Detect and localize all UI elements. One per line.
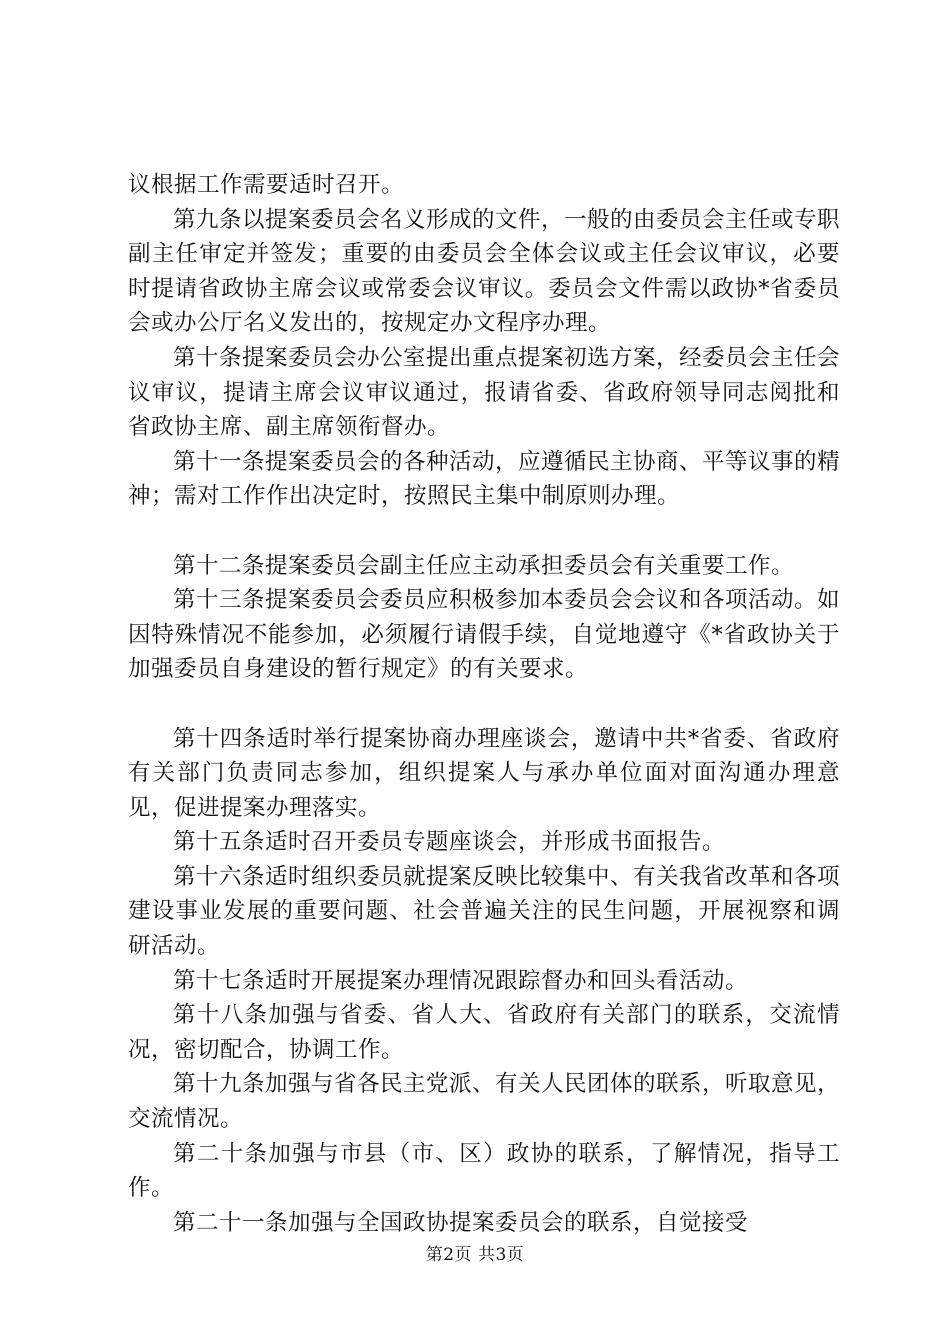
- page-footer: [0, 1240, 950, 1265]
- paragraph-article-19: 第十九条加强与省各民主党派、有关人民团体的联系，听取意见，交流情况。: [128, 1071, 841, 1133]
- page-number-label: 第2页 共3页: [425, 1245, 525, 1265]
- paragraph-article-14: 第十四条适时举行提案协商办理座谈会，邀请中共*省委、省政府有关部门负责同志参加，组织提案人与承办单位面对面沟通办理意见，促进提案办理落实。: [128, 725, 840, 821]
- paragraph-article-10: 第十条提案委员会办公室提出重点提案初选方案，经委员会主任会议审议，提请主席会议审议通过，报请省委、省政府领导同志阅批和省政协主席、副主席领衔督办。: [128, 344, 841, 441]
- paragraph-continuation: 议根据工作需要适时召开。: [128, 172, 405, 198]
- paragraph-article-9: 第九条以提案委员会名义形成的文件，一般的由委员会主任或专职副主任审定并签发；重要的由委员会全体会议或主任会议审议，必要时提请省政协主席会议或常委会议审议。委员会文件需以政协*省委员会或办公厅名义发出的，按规定办文程序办理。: [128, 206, 841, 337]
- paragraph-article-21: 第二十一条加强与全国政协提案委员会的联系，自觉接受: [173, 1209, 749, 1236]
- paragraph-article-20: 第二十条加强与市县（市、区）政协的联系，了解情况，指导工作。: [128, 1140, 840, 1202]
- paragraph-article-16: 第十六条适时组织委员就提案反映比较集中、有关我省改革和各项建设事业发展的重要问题、社会普遍关注的民生问题，开展视察和调研活动。: [128, 863, 841, 960]
- paragraph-article-18: 第十八条加强与省委、省人大、省政府有关部门的联系，交流情况，密切配合，协调工作。: [128, 1002, 840, 1063]
- paragraph-article-11: 第十一条提案委员会的各种活动，应遵循民主协商、平等议事的精神；需对工作作出决定时，按照民主集中制原则办理。: [128, 448, 841, 510]
- paragraph-article-15: 第十五条适时召开委员专题座谈会，并形成书面报告。: [173, 829, 726, 856]
- document-body: [128, 168, 840, 1240]
- paragraph-article-12: 第十二条提案委员会副主任应主动承担委员会有关重要工作。: [173, 552, 795, 579]
- paragraph-article-13: 第十三条提案委员会委员应积极参加本委员会会议和各项活动。如因特殊情况不能参加，必须履行请假手续，自觉地遵守《*省政协关于加强委员自身建设的暂行规定》的有关要求。: [128, 587, 841, 683]
- paragraph-article-17: 第十七条适时开展提案办理情况跟踪督办和回头看活动。: [173, 967, 749, 994]
